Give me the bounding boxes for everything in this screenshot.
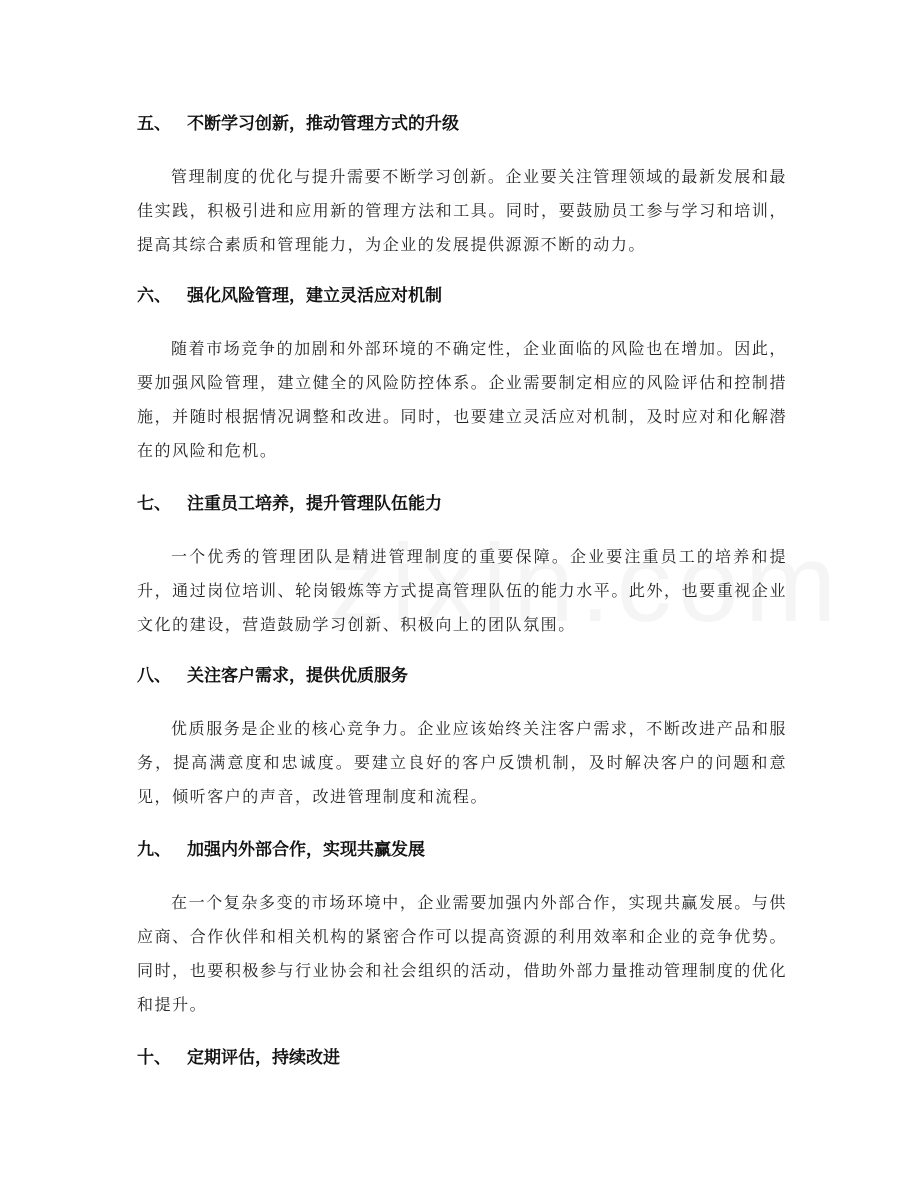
section-number: 五、: [137, 114, 171, 134]
section-10: [137, 1046, 787, 1070]
section-title: 注重员工培养，提升管理队伍能力: [187, 494, 442, 514]
section-title: 关注客户需求，提供优质服务: [187, 666, 408, 686]
section-9: [137, 838, 787, 1022]
section-paragraph: 管理制度的优化与提升需要不断学习创新。企业要关注管理领域的最新发展和最佳实践，积极引进和应用新的管理方法和工具。同时，要鼓励员工参与学习和培训，提高其综合素质和管理能力，为企业的发展提供源源不断的动力。: [137, 167, 787, 254]
section-heading: [137, 1046, 787, 1070]
section-number: 十、: [137, 1048, 171, 1068]
section-8: [137, 664, 787, 814]
section-number: 六、: [137, 286, 171, 306]
section-title: 不断学习创新，推动管理方式的升级: [187, 114, 459, 134]
section-6: [137, 284, 787, 468]
section-5: [137, 112, 787, 262]
section-heading: [137, 112, 787, 136]
section-title: 强化风险管理，建立灵活应对机制: [187, 286, 442, 306]
section-heading: [137, 284, 787, 308]
section-paragraph: 一个优秀的管理团队是精进管理制度的重要保障。企业要注重员工的培养和提升，通过岗位培训、轮岗锻炼等方式提高管理队伍的能力水平。此外，也要重视企业文化的建设，营造鼓励学习创新、积极向上的团队氛围。: [137, 547, 787, 634]
section-paragraph: 随着市场竞争的加剧和外部环境的不确定性，企业面临的风险也在增加。因此，要加强风险管理，建立健全的风险防控体系。企业需要制定相应的风险评估和控制措施，并随时根据情况调整和改进。同时，也要建立灵活应对机制，及时应对和化解潜在的风险和危机。: [137, 339, 787, 460]
section-paragraph: 在一个复杂多变的市场环境中，企业需要加强内外部合作，实现共赢发展。与供应商、合作伙伴和相关机构的紧密合作可以提高资源的利用效率和企业的竞争优势。同时，也要积极参与行业协会和社会组织的活动，借助外部力量推动管理制度的优化和提升。: [137, 893, 787, 1014]
section-heading: [137, 492, 787, 516]
section-number: 七、: [137, 494, 171, 514]
section-number: 八、: [137, 666, 171, 686]
section-heading: [137, 664, 787, 688]
section-number: 九、: [137, 840, 171, 860]
section-title: 定期评估，持续改进: [187, 1048, 340, 1068]
section-7: [137, 492, 787, 642]
section-paragraph: 优质服务是企业的核心竞争力。企业应该始终关注客户需求，不断改进产品和服务，提高满意度和忠诚度。要建立良好的客户反馈机制，及时解决客户的问题和意见，倾听客户的声音，改进管理制度和流程。: [137, 719, 787, 806]
section-title: 加强内外部合作，实现共赢发展: [187, 840, 425, 860]
section-heading: [137, 838, 787, 862]
